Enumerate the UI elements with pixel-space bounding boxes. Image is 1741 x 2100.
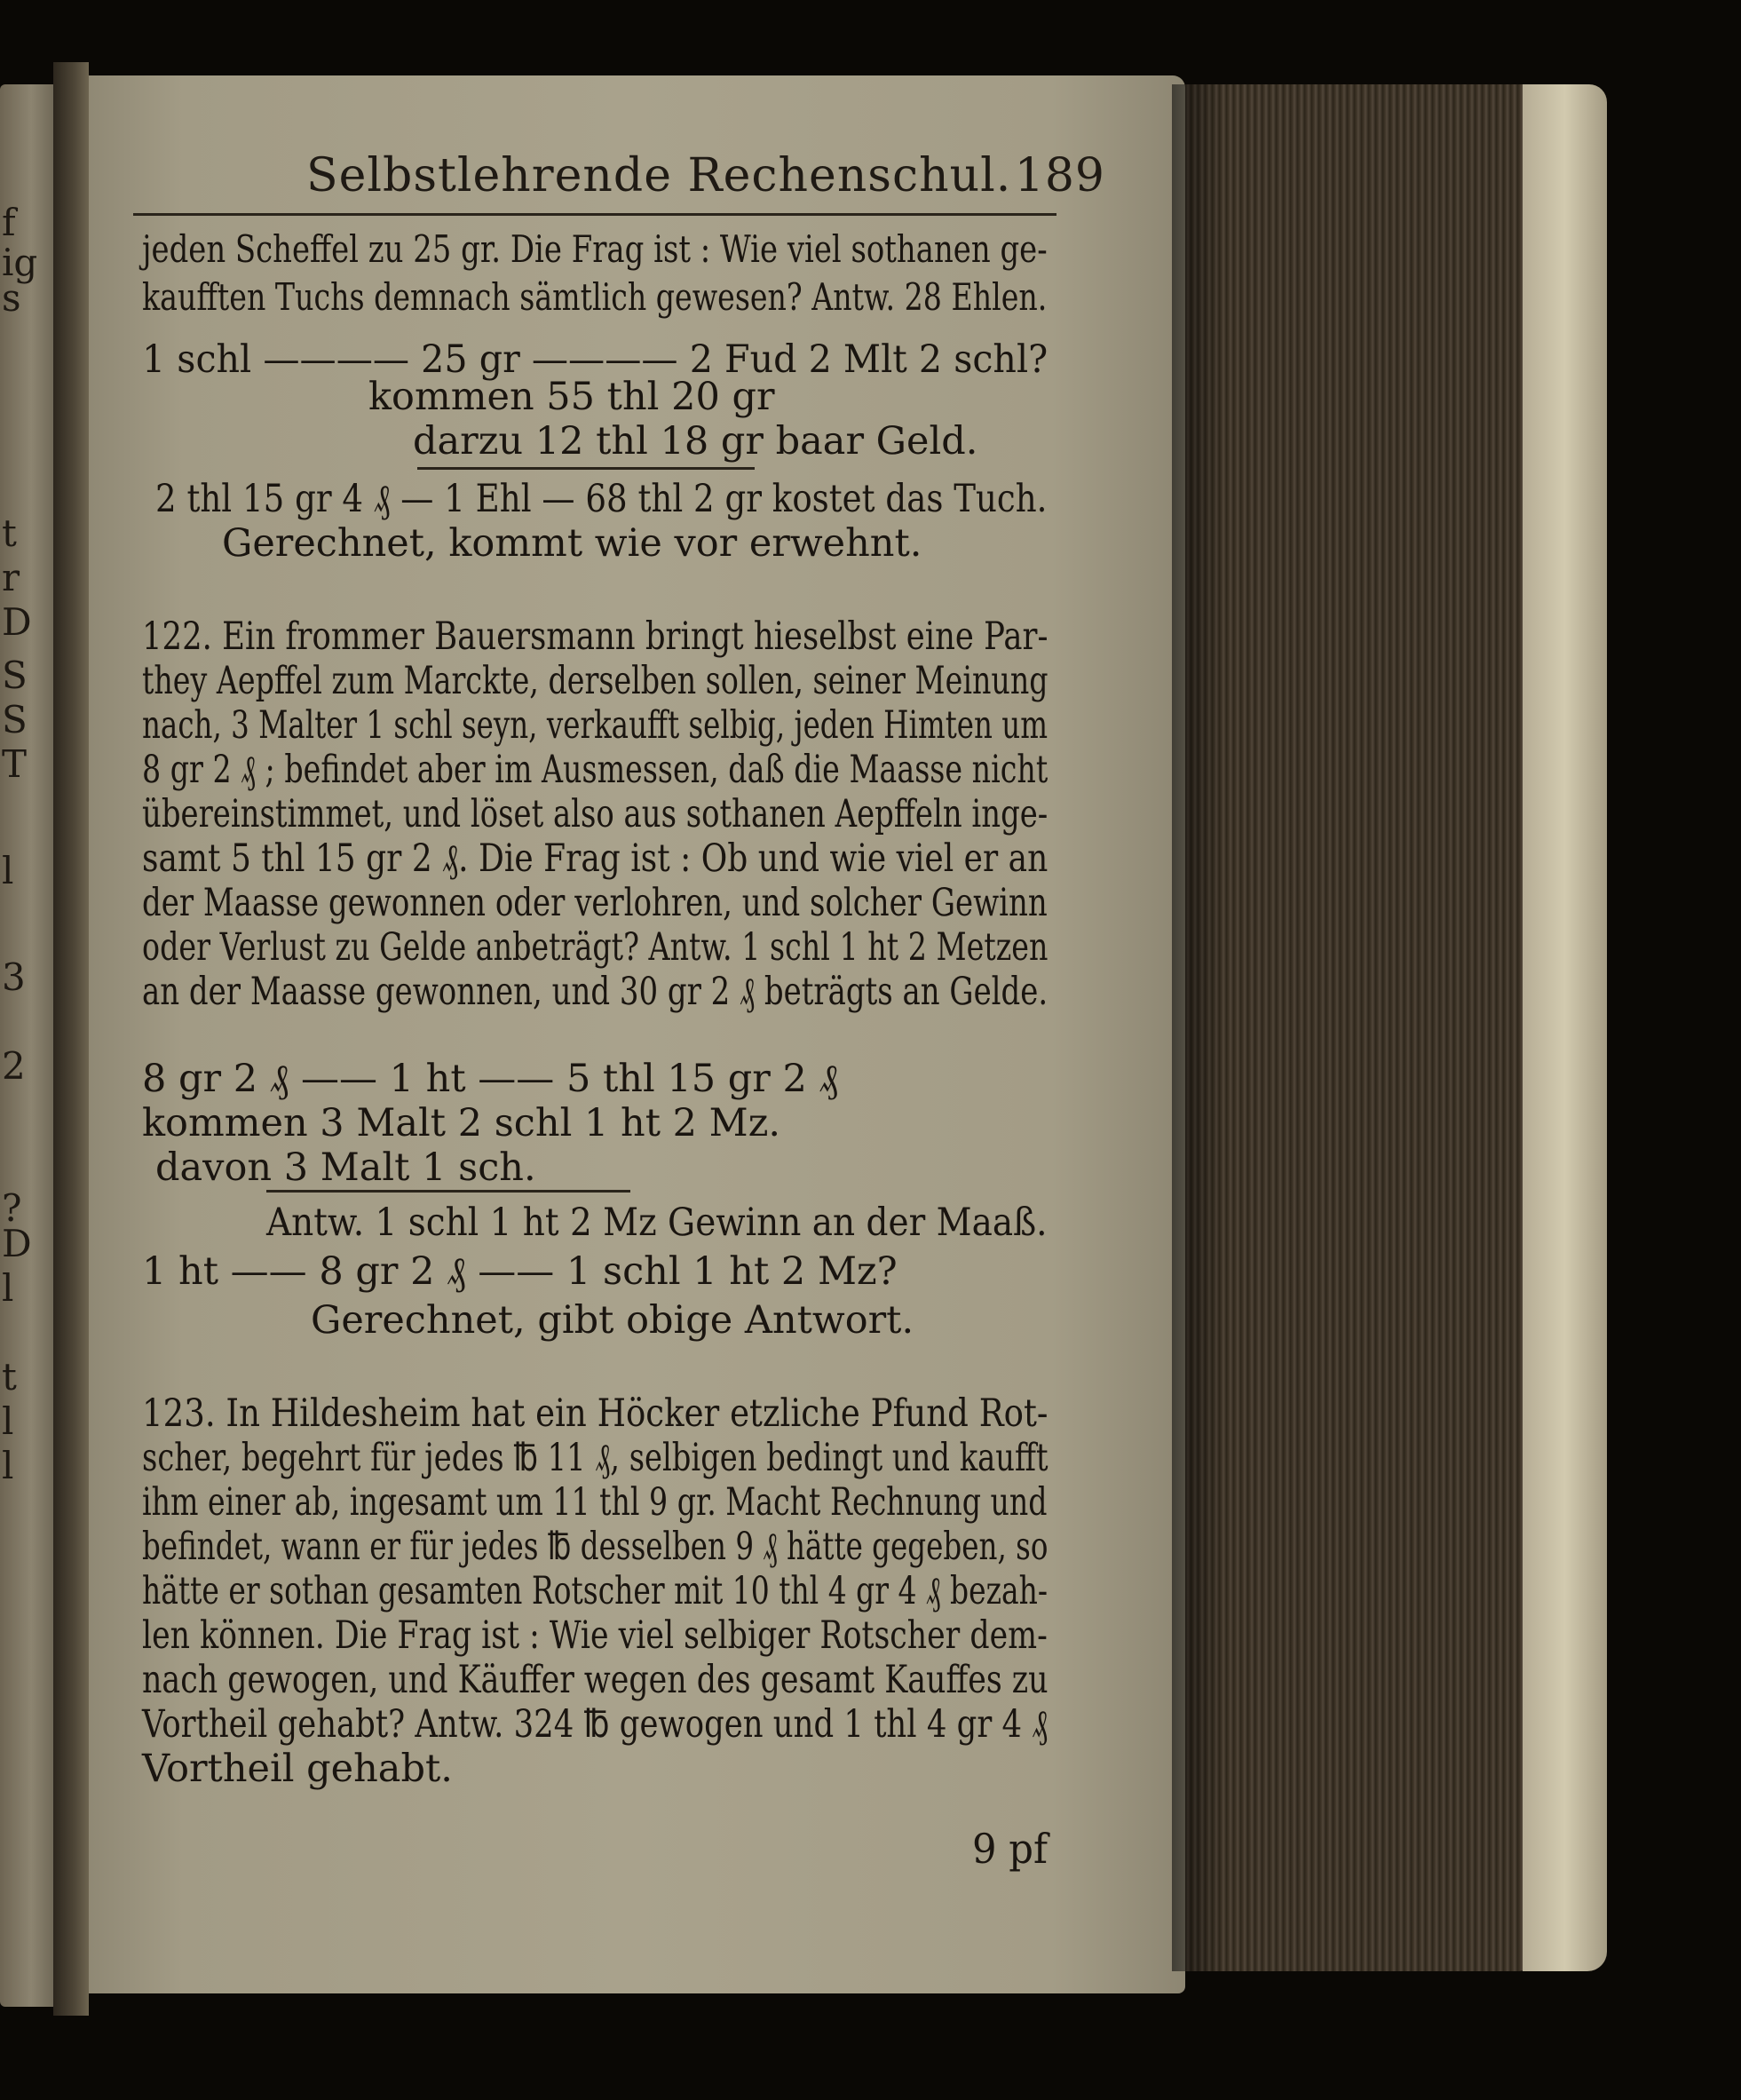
text-line: 8 gr 2 ₰ ; befindet aber im Ausmessen, daß die Maasse nicht (142, 748, 1049, 792)
calc-line: Antw. 1 schl 1 ht 2 Mz Gewinn an der Maaß. (266, 1201, 1048, 1245)
left-page-fragment: t (2, 1355, 17, 1399)
calc-rule (266, 1190, 630, 1193)
left-page-fragment: ? (2, 1186, 22, 1230)
calc-line: Gerechnet, gibt obige Antwort. (311, 1298, 914, 1343)
text-line: len können. Die Frag ist : Wie viel selbiger Rotscher dem- (142, 1613, 1048, 1658)
text-line: Vortheil gehabt? Antw. 324 ℔ gewogen und 1 thl 4 gr 4 ₰ (142, 1702, 1049, 1747)
left-page-fragment: s (2, 276, 21, 320)
calc-rule (417, 467, 755, 470)
text-line: scher, begehrt für jedes ℔ 11 ₰, selbigen bedingt und kaufft (142, 1436, 1049, 1480)
text-line: jeden Scheffel zu 25 gr. Die Frag ist : Wie viel sothanen ge- (142, 227, 1048, 271)
text-line: befindet, wann er für jedes ℔ desselben 9 ₰ hätte gegeben, so (142, 1525, 1049, 1569)
page-number: 189 (1014, 149, 1105, 202)
catchword: 9 pf (972, 1825, 1049, 1873)
text-line: nach, 3 Malter 1 schl seyn, verkaufft selbig, jeden Himten um (142, 703, 1049, 748)
calc-line: 1 ht —— 8 gr 2 ₰ —— 1 schl 1 ht 2 Mz? (142, 1249, 898, 1294)
left-page-fragment: l (2, 1444, 14, 1487)
text-line: oder Verlust zu Gelde anbeträgt? Antw. 1 schl 1 ht 2 Metzen (142, 925, 1049, 970)
calc-line: kommen 55 thl 20 gr (368, 375, 775, 419)
text-line: 122. Ein frommer Bauersmann bringt hieselbst eine Par- (142, 614, 1049, 659)
left-page-fragment: l (2, 849, 14, 892)
text-line: nach gewogen, und Käuffer wegen des gesamt Kauffes zu (142, 1658, 1049, 1702)
text-line: they Aepffel zum Marckte, derselben sollen, seiner Meinung (142, 659, 1049, 703)
running-head-title: Selbstlehrende Rechenschul. (306, 149, 1012, 202)
calc-line: Gerechnet, kommt wie vor erwehnt. (222, 521, 922, 566)
left-page-fragment: 2 (2, 1044, 26, 1088)
calc-line: 8 gr 2 ₰ —— 1 ht —— 5 thl 15 gr 2 ₰ (142, 1057, 839, 1101)
text-line: 123. In Hildesheim hat ein Höcker etzliche Pfund Rot- (142, 1391, 1049, 1436)
text-line: der Maasse gewonnen oder verlohren, und solcher Gewinn (142, 881, 1048, 925)
text-line: hätte er sothan gesamten Rotscher mit 10 thl 4 gr 4 ₰ bezah- (142, 1569, 1049, 1613)
calc-line: kommen 3 Malt 2 schl 1 ht 2 Mz. (142, 1101, 781, 1145)
left-page-fragment: S (2, 698, 28, 741)
left-page-fragment: S (2, 654, 28, 697)
left-page-fragment: r (2, 556, 20, 599)
text-line: Vortheil gehabt. (142, 1747, 453, 1791)
text-line: ihm einer ab, ingesamt um 11 thl 9 gr. Macht Rechnung und (142, 1480, 1048, 1525)
left-page-fragment: ig (2, 241, 38, 284)
text-line: an der Maasse gewonnen, und 30 gr 2 ₰ beträgts an Gelde. (142, 970, 1049, 1014)
calc-line: darzu 12 thl 18 gr baar Geld. (413, 419, 978, 464)
text-line: samt 5 thl 15 gr 2 ₰. Die Frag ist : Ob und wie viel er an (142, 836, 1049, 881)
calc-line: 1 schl ———— 25 gr ———— 2 Fud 2 Mlt 2 schl? (142, 337, 1049, 382)
calc-line: davon 3 Malt 1 sch. (155, 1145, 536, 1190)
left-page-fragment: l (2, 1399, 14, 1443)
calc-line: 2 thl 15 gr 4 ₰ — 1 Ehl — 68 thl 2 gr kostet das Tuch. (155, 477, 1048, 521)
text-line: übereinstimmet, und löset also aus sothanen Aepffeln inge- (142, 792, 1049, 836)
left-page-fragment: f (2, 201, 16, 244)
left-page-fragment: 3 (2, 955, 26, 999)
text-line: kaufften Tuchs demnach sämtlich gewesen? Antw. 28 Ehlen. (142, 275, 1048, 319)
left-page-fragment: T (2, 742, 28, 786)
left-page-fragment: D (2, 600, 32, 644)
left-page-fragment: t (2, 511, 17, 555)
left-page-fragment: D (2, 1222, 32, 1265)
left-page-fragment: l (2, 1266, 14, 1310)
